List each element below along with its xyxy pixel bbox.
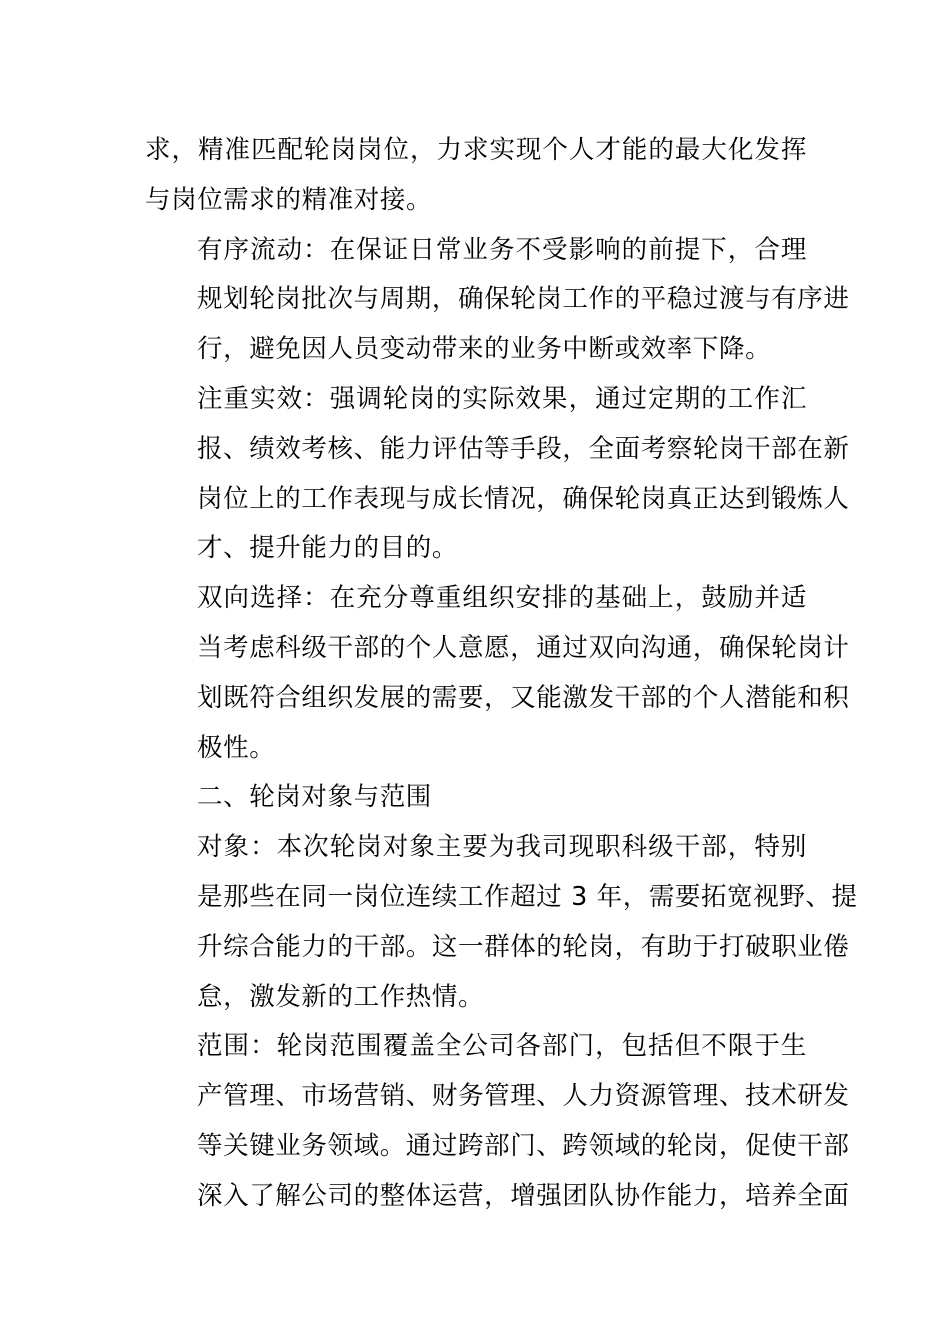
paragraph xyxy=(145,574,850,773)
text-line: 怠，激发新的工作热情。 xyxy=(197,981,485,1012)
document-page xyxy=(145,126,858,1222)
text-line: 升综合能力的干部。这一群体的轮岗，有助于打破职业倦 xyxy=(197,931,850,962)
text-line: 是那些在同一岗位连续工作超过 3 年，需要拓宽视野、提 xyxy=(197,881,858,912)
text-line: 规划轮岗批次与周期，确保轮岗工作的平稳过渡与有序进 xyxy=(197,284,850,315)
text-line: 有序流动：在保证日常业务不受影响的前提下，合理 xyxy=(197,234,807,265)
paragraph xyxy=(145,1022,850,1221)
text-line: 岗位上的工作表现与成长情况，确保轮岗真正达到锻炼人 xyxy=(197,483,850,514)
text-line: 注重实效：强调轮岗的实际效果，通过定期的工作汇 xyxy=(197,383,807,414)
paragraph xyxy=(145,823,858,1022)
text-line: 范围：轮岗范围覆盖全公司各部门，包括但不限于生 xyxy=(197,1031,807,1062)
text-line: 对象：本次轮岗对象主要为我司现职科级干部，特别 xyxy=(197,832,807,863)
text-line: 才、提升能力的目的。 xyxy=(197,533,459,564)
text-line: 行，避免因人员变动带来的业务中断或效率下降。 xyxy=(197,334,772,365)
text-line: 当考虑科级干部的个人意愿，通过双向沟通，确保轮岗计 xyxy=(197,632,850,663)
document-body xyxy=(145,126,858,1222)
text-line: 二、轮岗对象与范围 xyxy=(197,782,432,813)
text-line: 深入了解公司的整体运营，增强团队协作能力，培养全面 xyxy=(197,1180,850,1211)
text-line: 极性。 xyxy=(197,732,276,763)
text-line: 划既符合组织发展的需要，又能激发干部的个人潜能和积 xyxy=(197,682,850,713)
text-line: 与岗位需求的精准对接。 xyxy=(145,184,433,215)
paragraph xyxy=(145,226,850,375)
text-line: 求，精准匹配轮岗岗位，力求实现个人才能的最大化发挥 xyxy=(145,135,807,165)
paragraph xyxy=(145,375,850,574)
text-line: 产管理、市场营销、财务管理、人力资源管理、技术研发 xyxy=(197,1081,850,1112)
paragraph xyxy=(145,126,807,226)
text-line: 双向选择：在充分尊重组织安排的基础上，鼓励并适 xyxy=(197,583,807,614)
text-line: 报、绩效考核、能力评估等手段，全面考察轮岗干部在新 xyxy=(197,433,850,464)
text-line: 等关键业务领域。通过跨部门、跨领域的轮岗，促使干部 xyxy=(197,1130,850,1161)
section-heading xyxy=(145,773,807,823)
